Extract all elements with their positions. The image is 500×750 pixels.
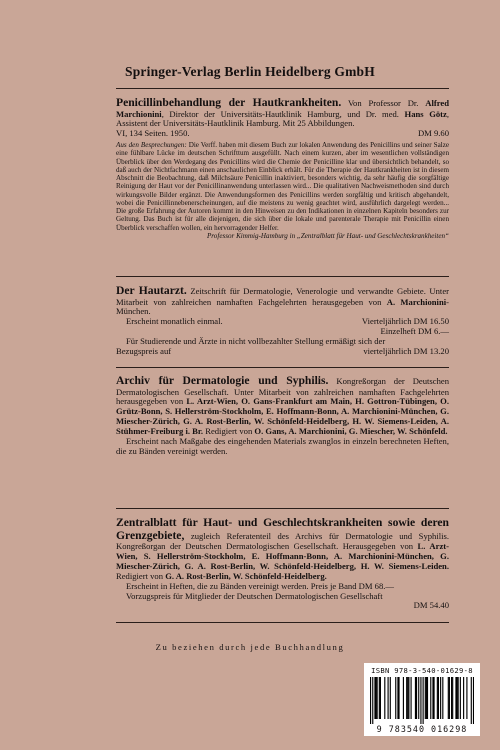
barcode-bar	[427, 677, 428, 719]
penicillin-pages-row	[116, 129, 449, 139]
isbn-digits: 9 783540 016298	[376, 724, 468, 734]
barcode-bar	[460, 677, 461, 719]
review-text: Die Verff. haben mit diesem Buch zur lokalen Anwendung des Penicillins und seiner Salze eine fühlbare Lücke im deutschen Schrifttum ausgefüllt. Nach einem kurzen, aber im wesentlichen vollständigen Überblick über den Werdegang des Penicillins wird die Chemie der Penicilline klar und übersichtlich behandelt, so daß auch der Nichtfachmann einen anschaulichen Einblick erhält. Für die Therapie der Hautkrankheiten ist in diesem Abschnitt die Beobachtung, daß Milchsäure Penicillin inaktiviert, besonders wichtig, da sehr häufig die sorgfältige Reinigung der Haut vor der Penicillinanwendung unterlassen wird... Die qualitativen Nachweismethoden sind durch wirkungsvolle Bilder ergänzt. Die Anwendungsformen des Penicillins werden sorgfältig und kritisch abgehandelt, wobei die Penicillinnebenerscheinungen, auf die meistens zu wenig geachtet wird, ausführlich dargelegt werden... Die große Erfahrung der Autoren kommt in den Hinweisen zu den Indikationen in einzelnen Kapiteln besonders zur Geltung. Das Buch ist für alle diejenigen, die sich über die lokale und parenterale Therapie mit Penicillin einen Überblick verschaffen wollen, ein hervorragender Helfer.	[116, 141, 449, 232]
zentralblatt-title: Zentralblatt für Haut- und Geschlechtskrankheiten sowie deren Grenzgebiete,	[116, 516, 449, 542]
barcode-bar	[398, 677, 399, 719]
penicillin-title: Penicillinbehandlung der Hautkrankheiten.	[116, 96, 342, 109]
penicillin-author1: Alfred Marchionini	[116, 98, 449, 119]
barcode-bar	[448, 677, 449, 719]
barcode-bar	[377, 677, 378, 719]
barcode-bar	[456, 677, 457, 719]
hautarzt-desc: Zeitschrift für Dermatologie, Venerologie und verwandte Gebiete. Unter Mitarbeit von zahlreichen namhaften Fachgelehrten herausgegeben von	[116, 286, 450, 307]
archiv-desc: Kongreßorgan der Deutschen Dermatologischen Gesellschaft. Unter Mitarbeit von zahlreichen namhaften Fachgelehrten herausgegeben von	[116, 376, 449, 407]
barcode-graphic	[370, 677, 474, 724]
barcode-bar	[415, 677, 416, 719]
barcode-bar	[442, 677, 443, 719]
divider-2	[116, 367, 449, 368]
barcode-bar	[455, 677, 456, 719]
archiv-contributors: L. Arzt-Wien, O. Gans-Frankfurt am Main, H. Gottron-Tübingen, O. Grütz-Bonn, S. Hellerström-Stockholm, E. Hoffmann-Bonn, A. Marchionini-München, G. Miescher-Zürich, G. A. Rost-Berlin, W. Schönfeld-Heidelberg, H. W. Siemens-Leiden, A. Stühmer-Freiburg i. Br.	[116, 396, 449, 437]
hautarzt-title: Der Hautarzt.	[116, 284, 187, 297]
barcode-bar	[416, 677, 417, 719]
divider-3	[116, 508, 449, 509]
barcode-bar	[452, 677, 453, 719]
barcode-bar	[374, 677, 375, 719]
barcode-bar	[388, 677, 389, 719]
isbn-barcode-box	[364, 663, 480, 736]
barcode-bar	[408, 677, 409, 719]
section-hautarzt	[116, 285, 449, 357]
section-penicillin	[116, 97, 449, 240]
zentralblatt-member-label: Vorzugspreis für Mitglieder der Deutschen Dermatologischen Gesellschaft	[126, 590, 383, 601]
barcode-bar	[420, 677, 421, 724]
penicillin-entry	[116, 97, 449, 129]
barcode-bar	[440, 677, 441, 719]
archiv-editors: O. Gans, A. Marchionini, G. Miescher, W. Schönfeld.	[254, 426, 448, 437]
review-signature: Professor Kimmig-Hamburg in „Zentralblatt für Haut- und Geschlechtskrankheiten“	[206, 231, 449, 240]
archiv-title: Archiv für Dermatologie und Syphilis.	[116, 374, 329, 387]
penicillin-review	[116, 141, 449, 232]
hautarzt-frequency: Erscheint monatlich einmal.	[126, 316, 223, 327]
archiv-edited-by: Redigiert von	[205, 426, 253, 437]
barcode-bar	[463, 677, 464, 719]
hautarzt-editor: A. Marchionini	[386, 296, 447, 307]
penicillin-pages: VI, 134 Seiten. 1950.	[116, 128, 190, 139]
penicillin-by: Von Professor Dr.	[347, 98, 419, 108]
penicillin-price: DM 9.60	[417, 128, 449, 139]
hautarzt-students-price-row	[116, 347, 449, 357]
section-zentralblatt	[116, 517, 449, 611]
zentralblatt-member-price: DM 54.40	[413, 600, 449, 611]
divider-4	[116, 622, 449, 623]
zentralblatt-member-price-row	[116, 601, 449, 611]
barcode-bar	[411, 677, 412, 719]
penicillin-author1-role: , Direktor der Universitäts-Hautklinik Hamburg, und Dr. med.	[161, 108, 399, 119]
divider-top	[116, 88, 449, 89]
hautarzt-students-label: Bezugspreis auf	[116, 346, 172, 357]
hautarzt-editor-place: -München.	[116, 296, 449, 317]
archiv-note: Erscheint nach Maßgabe des eingehenden Materials zwanglos in einzeln berechneten Heften, die zu Bänden vereinigt werden.	[116, 436, 449, 456]
hautarzt-students-price: vierteljährlich DM 13.20	[363, 346, 449, 357]
barcode-bar	[372, 677, 373, 724]
barcode-bar	[451, 677, 452, 719]
barcode-bar	[473, 677, 474, 724]
barcode-bar	[384, 677, 385, 719]
barcode-bar	[423, 677, 424, 724]
barcode-bar	[418, 677, 419, 719]
zentralblatt-editors: G. A. Rost-Berlin, W. Schönfeld-Heidelberg.	[165, 570, 327, 581]
footer-bookshop-note: Zu beziehen durch jede Buchhandlung	[155, 642, 345, 652]
publisher-name: Springer-Verlag Berlin Heidelberg GmbH	[125, 64, 375, 79]
barcode-bar	[466, 677, 467, 719]
barcode-bar	[390, 677, 391, 719]
archiv-entry	[116, 375, 449, 437]
zentralblatt-entry	[116, 517, 449, 582]
hautarzt-quarterly: Vierteljährlich DM 16.50	[361, 316, 449, 327]
barcode-bar	[433, 677, 434, 719]
barcode-bar	[458, 677, 459, 719]
barcode-bar	[380, 677, 381, 719]
zentralblatt-desc: zugleich Referatenteil des Archivs für Dermatologie und Syphilis. Kongreßorgan der Deutschen Dermatologischen Gesellschaft. Herausgegeben von	[116, 530, 449, 551]
zentralblatt-contributors: L. Arzt-Wien, S. Hellerström-Stockholm, E. Hoffmann-Bonn, A. Marchionini-München, G. Miescher-Zürich, G. A. Rost-Berlin, W. Schönfeld-Heidelberg, H. W. Siemens-Leiden.	[116, 541, 449, 571]
hautarzt-entry	[116, 285, 449, 317]
barcode-bar	[432, 677, 433, 719]
barcode-bar	[426, 677, 427, 719]
barcode-bar	[370, 677, 371, 724]
barcode-bar	[449, 677, 450, 719]
section-archiv	[116, 375, 449, 457]
barcode-bar	[471, 677, 472, 724]
isbn-label: ISBN 978-3-540-01629-8	[371, 666, 473, 675]
barcode-bar	[379, 677, 380, 719]
review-lead: Aus den Besprechungen:	[116, 141, 187, 150]
barcode-bar	[395, 677, 396, 719]
barcode-bar	[397, 677, 398, 719]
barcode-bar	[406, 677, 407, 719]
barcode-bar	[375, 677, 376, 719]
barcode-bar	[437, 677, 438, 719]
barcode-bar	[403, 677, 404, 719]
barcode-bar	[430, 677, 431, 719]
hautarzt-single: Einzelheft DM 6.—	[380, 326, 449, 337]
barcode-bar	[438, 677, 439, 719]
zentralblatt-edited-by: Redigiert von	[116, 570, 164, 581]
barcode-bar	[407, 677, 408, 719]
hautarzt-students: Für Studierende und Ärzte in nicht vollbezahlter Stellung ermäßigt sich der	[126, 336, 386, 347]
barcode-bar	[425, 677, 426, 719]
penicillin-author2-role: , Assistent der Universitäts-Hautklinik Hamburg. Mit 25 Abbildungen.	[116, 108, 450, 129]
divider-1	[116, 276, 449, 277]
penicillin-author2: Hans Götz	[404, 108, 447, 119]
zentralblatt-note: Erscheint in Heften, die zu Bänden vereinigt werden. Preis je Band DM 68.—	[126, 580, 395, 591]
